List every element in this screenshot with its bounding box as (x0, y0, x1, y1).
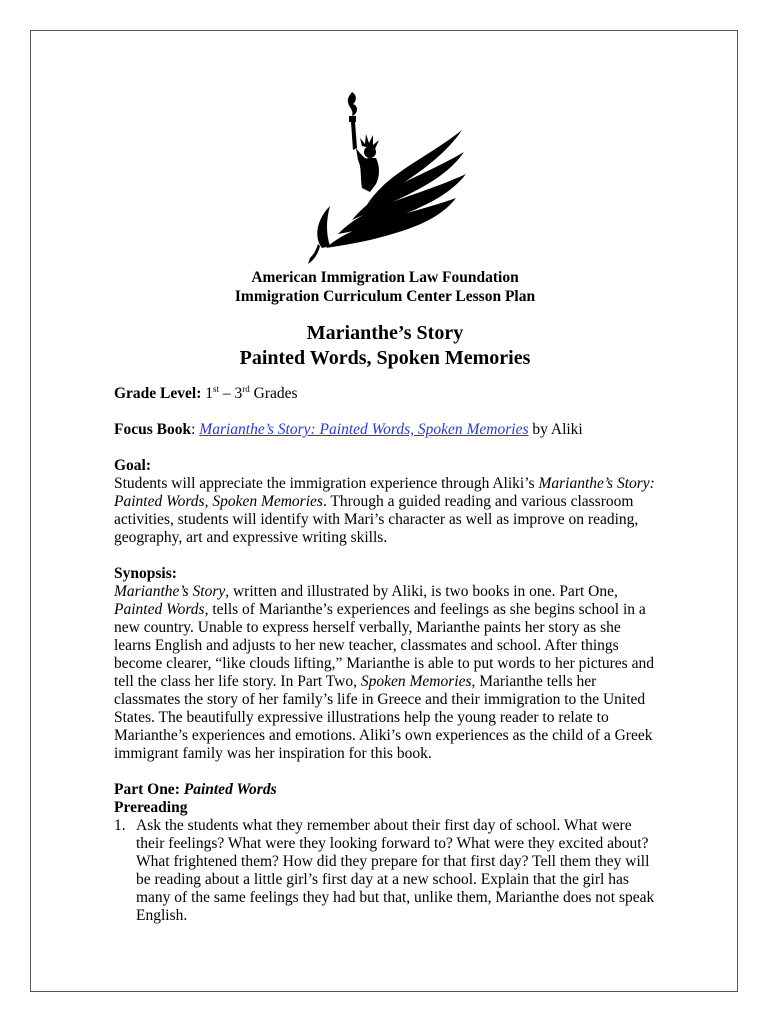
goal-book-title: Marianthe’s Story: Painted Words, Spoken Memories (114, 475, 655, 510)
grade-dash: – (222, 385, 231, 402)
grade-suffix: Grades (253, 385, 298, 402)
title-line-1: Marianthe’s Story (306, 322, 464, 344)
org-line-2: Immigration Curriculum Center Lesson Plan (234, 288, 536, 305)
synopsis-text (114, 583, 659, 763)
synopsis-part-two-title: Spoken Memories (360, 673, 472, 690)
statue-of-liberty-flag-logo (296, 88, 472, 266)
synopsis-text-6: , Marianthe tells her classmates the story of her family’s life in Greece and their immigration to the United States. The beautifully expressive illustrations help the young reader to relate to Marianthe’s experiences and emotions. Aliki’s own experiences as the child of a Greek immigrant family was her inspiration for this book. (114, 673, 653, 762)
focus-label: Focus Book (114, 421, 192, 438)
grade-from-sup: st (213, 384, 220, 394)
org-line-1: American Immigration Law Foundation (251, 269, 519, 286)
lesson-content (114, 385, 659, 925)
grade-label: Grade Level: (114, 385, 202, 402)
synopsis-text-2: , written and illustrated by Aliki, is two books in one. Part One, (225, 583, 618, 600)
organization-header (0, 268, 770, 306)
focus-book (114, 421, 659, 439)
list-item-text: Ask the students what they remember about their first day of school. What were their feelings? What were they looking forward to? What were they excited about? What frightened them? How did they prepare for that first day? Tell them they will be reading about a little girl’s first day at a new school. Explain that the girl has many of the same feelings they had but that, unlike them, Marianthe does not speak English. (136, 817, 655, 924)
goal-text-a: Students will appreciate the immigration experience through Aliki’s (114, 475, 539, 492)
part-one-section (114, 781, 659, 925)
title-line-2: Painted Words, Spoken Memories (239, 347, 531, 369)
grade-to: 3 (234, 385, 243, 402)
page-title (0, 321, 770, 371)
goal-text (114, 475, 659, 547)
list-item (114, 817, 659, 925)
grade-from: 1 (205, 385, 214, 402)
synopsis-part-one-title: Painted Words (114, 601, 205, 618)
grade-level (114, 385, 659, 403)
prereading-heading: Prereading (114, 799, 188, 816)
goal-heading: Goal: (114, 457, 152, 474)
synopsis-book-title: Marianthe’s Story (114, 583, 226, 600)
part-one-heading (114, 781, 659, 799)
synopsis-heading: Synopsis: (114, 565, 177, 582)
list-item-number: 1. (114, 817, 126, 834)
focus-book-link[interactable]: Marianthe’s Story: Painted Words, Spoken Memories (199, 421, 529, 438)
grade-to-sup: rd (242, 384, 250, 394)
synopsis-text-4: , tells of Marianthe’s experiences and feelings as she begins school in a new country. Unable to express herself verbally, Marianthe paints her story as she learns English and adjusts to her new teacher, classmates and school. After things become clearer, “like clouds lifting,” Marianthe is able to put words to her pictures and tell the class her life story. In Part Two, (114, 601, 654, 690)
goal-section (114, 457, 659, 547)
goal-text-c: . Through a guided reading and various classroom activities, students will identify with Mari’s character as well as improve on reading, geography, art and expressive writing skills. (114, 493, 639, 546)
synopsis-section (114, 565, 659, 763)
focus-colon: : (191, 421, 196, 438)
focus-author: by Aliki (532, 421, 583, 438)
part-one-title: Painted Words (183, 781, 277, 798)
part-one-label: Part One: (114, 781, 184, 798)
